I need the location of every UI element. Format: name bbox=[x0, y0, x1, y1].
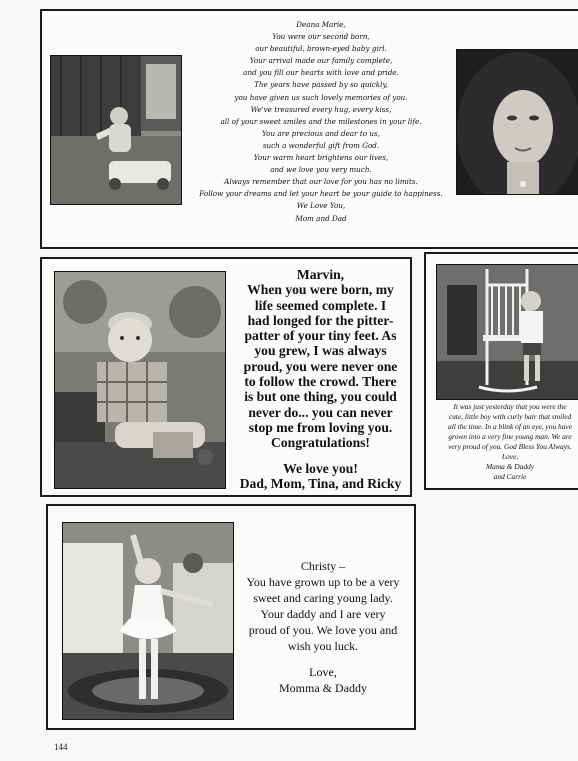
boy-by-rocking-chair-photo bbox=[436, 264, 578, 400]
marvin-line: to follow the crowd. There bbox=[244, 374, 397, 390]
boy-line: cute, little boy with curly hair that smiled bbox=[448, 412, 572, 421]
marvin-message bbox=[229, 267, 412, 491]
marvin-line: you grew, I was always bbox=[254, 343, 387, 359]
deana-line: We Love You, bbox=[296, 201, 346, 211]
girl-in-dance-costume-photo bbox=[62, 522, 234, 720]
boy-line: It was just yesterday that you were the bbox=[453, 402, 567, 411]
marvin-line: stop me from loving you. bbox=[248, 419, 393, 435]
marvin-line: Marvin, bbox=[296, 267, 345, 282]
young-woman-portrait-photo bbox=[456, 49, 578, 195]
marvin-signature: Dad, Mom, Tina, and Ricky bbox=[239, 475, 402, 491]
deana-line: Follow your dreams and let your heart be your guide to happiness. bbox=[199, 189, 443, 199]
deana-poem bbox=[186, 19, 456, 225]
boy-message bbox=[430, 402, 578, 482]
page-number: 144 bbox=[54, 742, 68, 752]
christy-message bbox=[232, 558, 414, 696]
deana-line: our beautiful, brown-eyed baby girl. bbox=[255, 44, 387, 54]
boy-line: very proud of you. God Bless You Always. bbox=[448, 442, 572, 451]
deana-line: such a wonderful gift from God. bbox=[262, 140, 380, 150]
boy-line: all the time. In a blink of an eye, you have bbox=[448, 422, 572, 431]
deana-line: You were our second born, bbox=[272, 32, 370, 42]
christy-line: You have grown up to be a very bbox=[246, 575, 400, 589]
deana-line: Deana Marie, bbox=[296, 20, 346, 29]
boy-tribute-box bbox=[424, 252, 578, 490]
portrait-illustration bbox=[457, 50, 578, 194]
christy-line: Christy – bbox=[300, 559, 346, 573]
marvin-line: proud, you were never one bbox=[243, 358, 398, 374]
marvin-line: life seemed complete. I bbox=[254, 297, 387, 313]
baby-photo-illustration bbox=[55, 272, 225, 488]
christy-line: proud of you. We love you and bbox=[248, 623, 398, 637]
boy-signature: and Carrie bbox=[493, 472, 527, 481]
deana-tribute-box bbox=[40, 9, 578, 249]
boy-photo-illustration bbox=[437, 265, 578, 399]
christy-line: Your daddy and I are very bbox=[260, 607, 386, 621]
deana-line: Mom and Dad bbox=[295, 213, 347, 223]
marvin-line: patter of your tiny feet. As bbox=[244, 328, 397, 344]
deana-line: We've treasured every hug, every kiss, bbox=[250, 104, 392, 114]
marvin-line: Congratulations! bbox=[271, 435, 370, 451]
baby-in-cap-photo bbox=[54, 271, 226, 489]
christy-signature: Momma & Daddy bbox=[279, 681, 367, 695]
girl-photo-illustration bbox=[63, 523, 233, 719]
deana-line: all of your sweet smiles and the milestones in your life. bbox=[220, 116, 422, 126]
toddler-photo-illustration bbox=[51, 56, 181, 204]
boy-line: grown into a very fine young man. We are bbox=[448, 432, 572, 441]
christy-line: sweet and caring young lady. bbox=[253, 591, 393, 605]
deana-line: Always remember that our love for you has no limits. bbox=[224, 177, 418, 187]
deana-line: you have given us such lovely memories of you. bbox=[234, 92, 408, 102]
marvin-line: is but one thing, you could bbox=[244, 389, 397, 405]
boy-signature: Mama & Daddy bbox=[485, 462, 535, 471]
marvin-line: never do... you can never bbox=[248, 404, 393, 420]
marvin-line: had longed for the pitter- bbox=[247, 312, 394, 328]
christy-line: wish you luck. bbox=[287, 639, 359, 653]
marvin-tribute-box bbox=[40, 257, 412, 497]
deana-line: and we love you very much. bbox=[270, 165, 372, 175]
deana-line: You are precious and dear to us, bbox=[262, 128, 380, 138]
boy-closing: Love, bbox=[501, 452, 519, 461]
deana-line: Your arrival made our family complete, bbox=[249, 56, 393, 66]
marvin-line: When you were born, my bbox=[247, 282, 394, 298]
christy-tribute-box bbox=[46, 504, 416, 730]
deana-line: Your warm heart brightens our lives, bbox=[253, 153, 389, 163]
christy-closing: Love, bbox=[309, 665, 337, 679]
marvin-closing: We love you! bbox=[283, 460, 358, 476]
deana-line: The years have passed by so quickly, bbox=[254, 80, 388, 90]
deana-line: and you fill our hearts with love and pride. bbox=[243, 68, 399, 78]
toddler-on-riding-toy-photo bbox=[50, 55, 182, 205]
